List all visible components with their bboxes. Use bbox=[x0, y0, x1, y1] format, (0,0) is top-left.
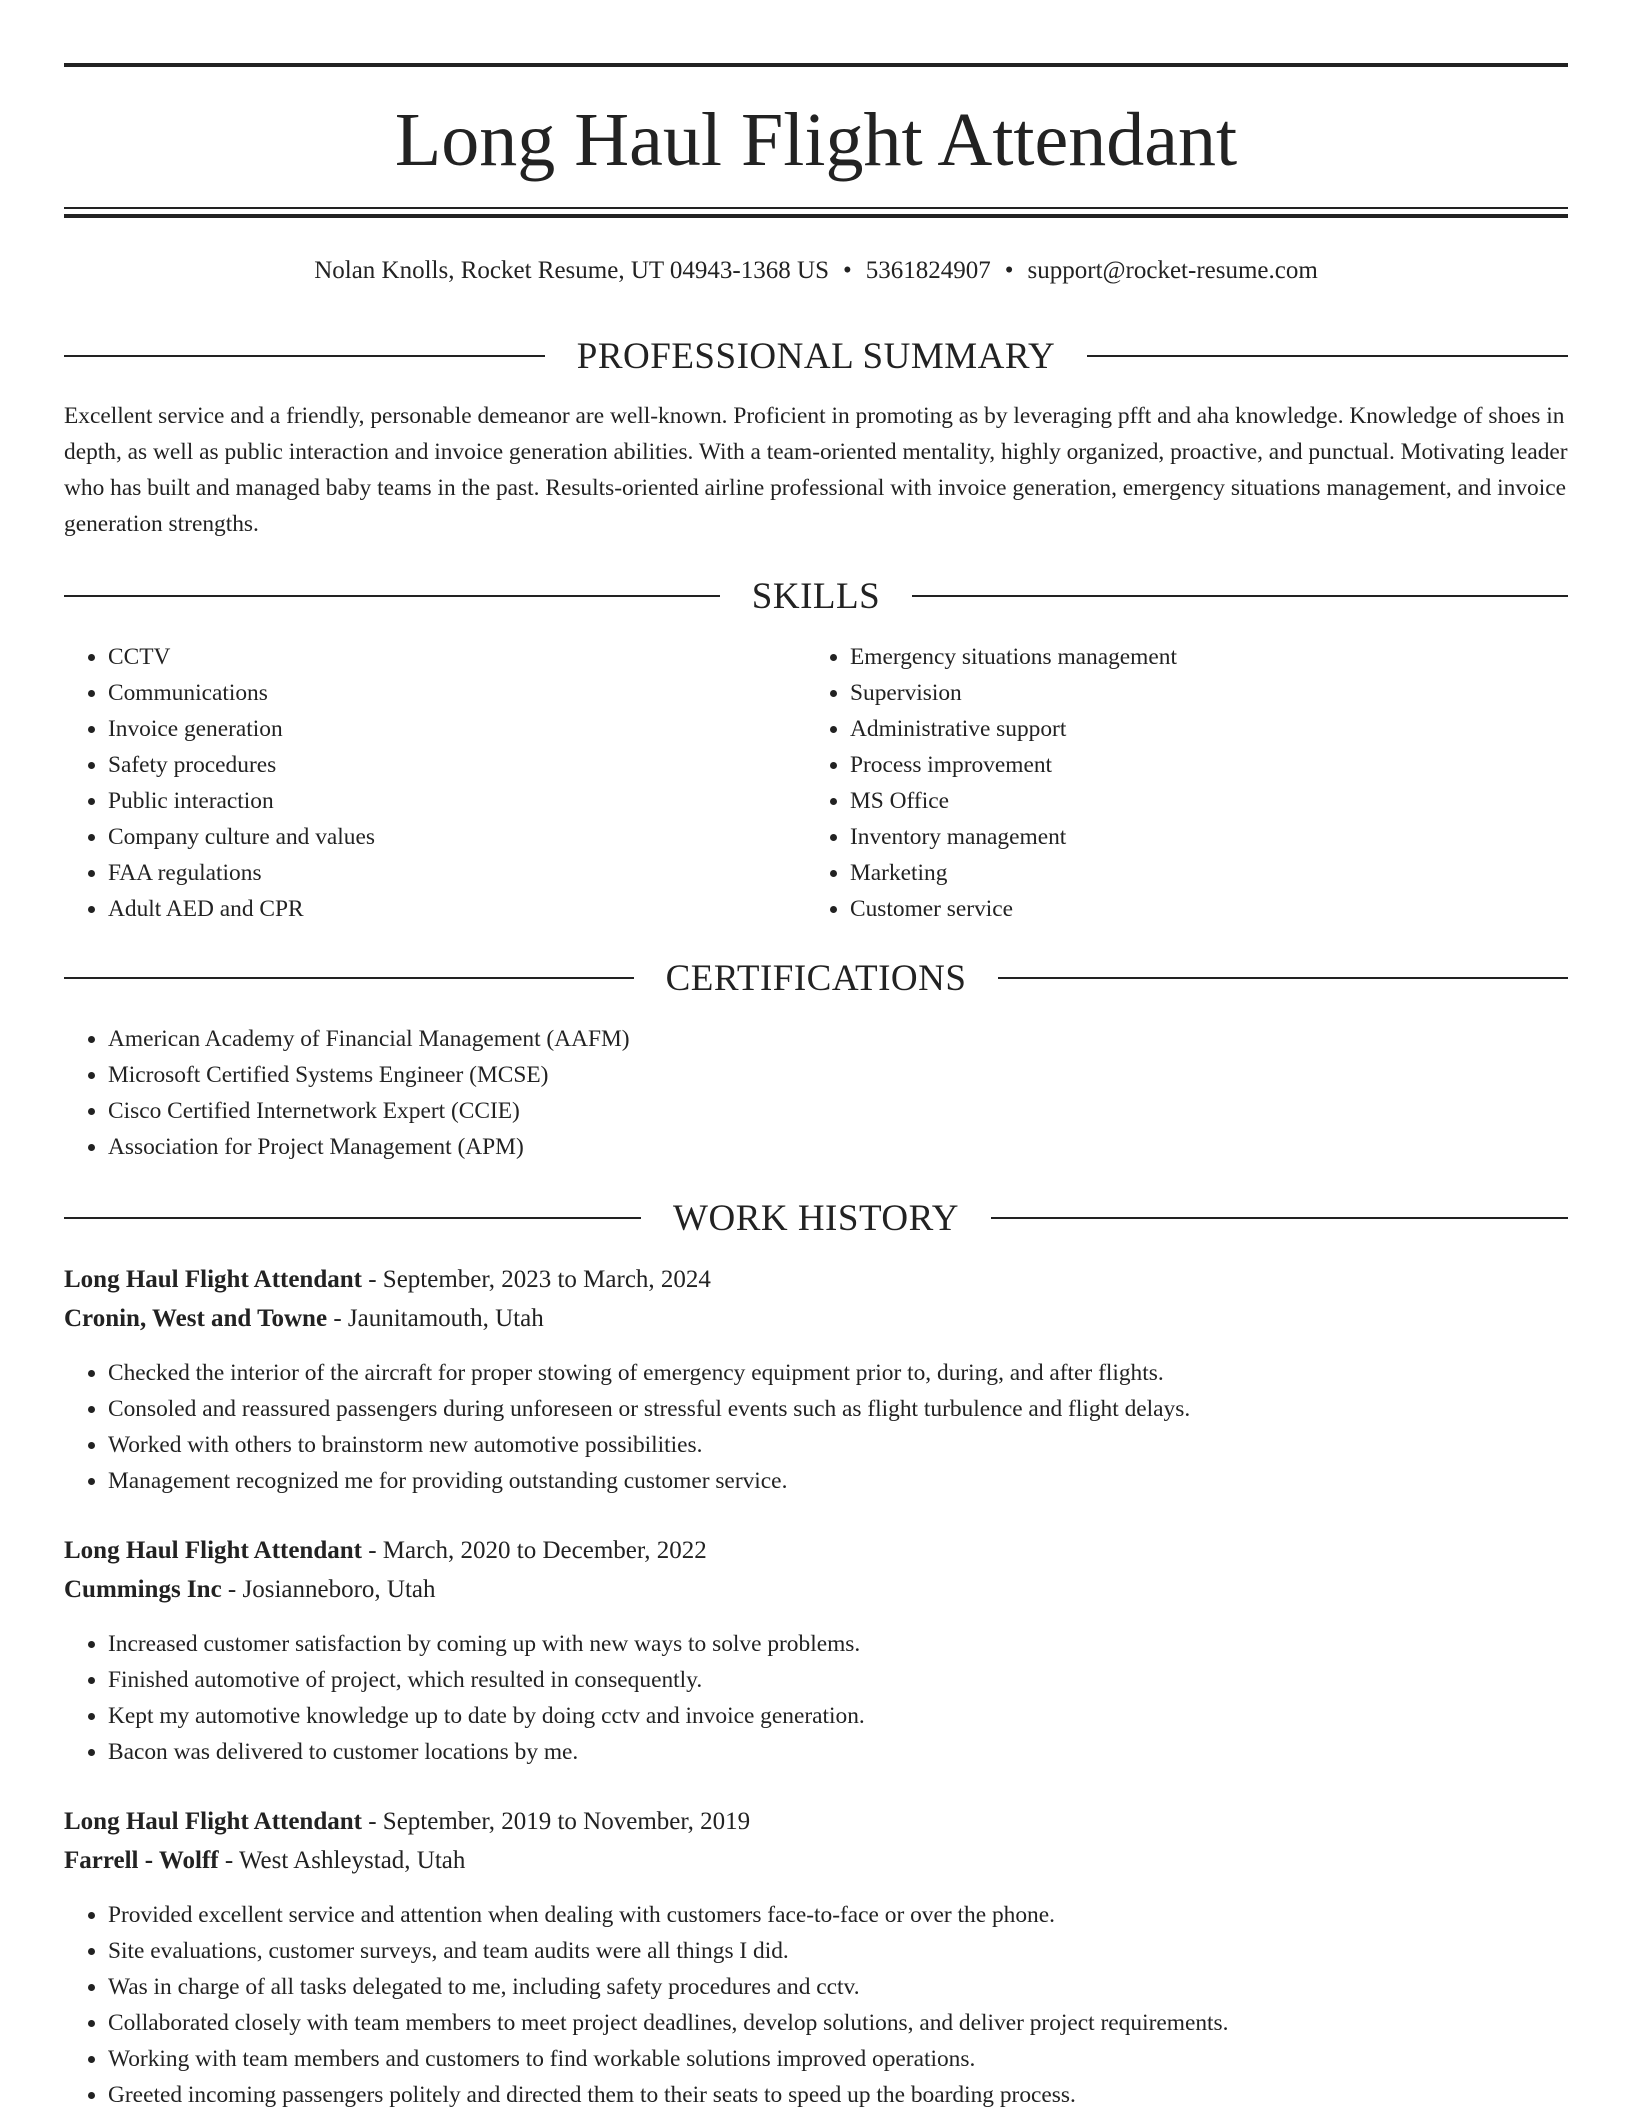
certification-item: • Association for Project Management (APM) bbox=[108, 1129, 1568, 1165]
job-duties-list bbox=[64, 1897, 1568, 2113]
job-duty-item: • Increased customer satisfaction by coming up with new ways to solve problems. bbox=[108, 1626, 1568, 1662]
skills-heading-label: SKILLS bbox=[751, 575, 881, 617]
job-company: Farrell - Wolff bbox=[64, 1847, 219, 1874]
skill-item: • Safety procedures bbox=[108, 747, 808, 783]
skill-item: • Administrative support bbox=[850, 711, 1550, 747]
job-duty-item: • Worked with others to brainstorm new automotive possibilities. bbox=[108, 1427, 1568, 1463]
heading-rule-left bbox=[64, 977, 634, 979]
job-title: Long Haul Flight Attendant bbox=[64, 1537, 362, 1564]
skill-item: • Inventory management bbox=[850, 819, 1550, 855]
job-duty-item: • Provided excellent service and attention when dealing with customers face-to-face or over the phone. bbox=[108, 1897, 1568, 1933]
summary-text: Excellent service and a friendly, personable demeanor are well-known. Proficient in promoting as by leveraging pfft and aha knowledge. Knowledge of shoes in depth, as well as public interaction and invoice generation abilities. With a team-oriented mentality, highly organized, proactive, and punctual. Motivating leader who has built and managed baby teams in the past. Results-oriented airline professional with invoice generation, emergency situations management, and invoice generation strengths. bbox=[64, 403, 1568, 537]
job-location: - West Ashleystad, Utah bbox=[218, 1847, 466, 1874]
skill-item: • Marketing bbox=[850, 855, 1550, 891]
heading-rule-right bbox=[912, 595, 1568, 597]
contact-separator: • bbox=[842, 257, 852, 284]
contact-line bbox=[64, 254, 1568, 288]
skills-list-right bbox=[806, 639, 1550, 927]
work-history-section-heading bbox=[64, 1194, 1568, 1242]
contact-separator: • bbox=[1004, 257, 1014, 284]
skill-item: • Invoice generation bbox=[108, 711, 808, 747]
skill-item: • FAA regulations bbox=[108, 855, 808, 891]
heading-rule-right bbox=[998, 977, 1568, 979]
skill-item: • Adult AED and CPR bbox=[108, 891, 808, 927]
document-title: Long Haul Flight Attendant bbox=[394, 98, 1238, 182]
certifications-section-heading bbox=[64, 954, 1568, 1002]
skill-item: • Public interaction bbox=[108, 783, 808, 819]
job-duty-item: • Was in charge of all tasks delegated to me, including safety procedures and cctv. bbox=[108, 1969, 1568, 2005]
skills-section-heading bbox=[64, 572, 1568, 620]
job-title-line bbox=[64, 1262, 1568, 1298]
job-duty-item: • Management recognized me for providing outstanding customer service. bbox=[108, 1463, 1568, 1499]
job-dates: - September, 2023 to March, 2024 bbox=[361, 1266, 711, 1293]
skill-item: • CCTV bbox=[108, 639, 808, 675]
heading-rule-left bbox=[64, 595, 720, 597]
certification-item: • American Academy of Financial Management (AAFM) bbox=[108, 1021, 1568, 1057]
job-dates: - September, 2019 to November, 2019 bbox=[361, 1808, 751, 1835]
job-location: - Jaunitamouth, Utah bbox=[327, 1305, 544, 1332]
summary-heading-label: PROFESSIONAL SUMMARY bbox=[576, 335, 1056, 377]
header-double-rule-upper bbox=[64, 207, 1568, 209]
job-title: Long Haul Flight Attendant bbox=[64, 1266, 362, 1293]
job-duty-item: • Kept my automotive knowledge up to date by doing cctv and invoice generation. bbox=[108, 1698, 1568, 1734]
certification-item: • Microsoft Certified Systems Engineer (MCSE) bbox=[108, 1057, 1568, 1093]
skill-item: • Company culture and values bbox=[108, 819, 808, 855]
skill-item: • Customer service bbox=[850, 891, 1550, 927]
work-history-heading-label: WORK HISTORY bbox=[673, 1197, 959, 1239]
job-duty-item: • Finished automotive of project, which resulted in consequently. bbox=[108, 1662, 1568, 1698]
certifications-heading-label: CERTIFICATIONS bbox=[665, 957, 967, 999]
certification-item: • Cisco Certified Internetwork Expert (CCIE) bbox=[108, 1093, 1568, 1129]
job-company-line bbox=[64, 1572, 1568, 1608]
skill-item: • Emergency situations management bbox=[850, 639, 1550, 675]
heading-rule-left bbox=[64, 355, 545, 357]
certifications-list bbox=[64, 1021, 1568, 1165]
heading-rule-right bbox=[991, 1217, 1568, 1219]
job-duty-item: • Site evaluations, customer surveys, and team audits were all things I did. bbox=[108, 1933, 1568, 1969]
skill-item: • MS Office bbox=[850, 783, 1550, 819]
job-duty-item: • Bacon was delivered to customer locations by me. bbox=[108, 1734, 1568, 1770]
header-double-rule-lower bbox=[64, 214, 1568, 218]
job-location: - Josianneboro, Utah bbox=[221, 1576, 436, 1603]
summary-section-heading bbox=[64, 332, 1568, 380]
skill-item: • Communications bbox=[108, 675, 808, 711]
job-company-line bbox=[64, 1301, 1568, 1337]
heading-rule-right bbox=[1087, 355, 1568, 357]
skills-list-left bbox=[64, 639, 808, 927]
contact-address: Nolan Knolls, Rocket Resume, UT 04943-1368 US bbox=[314, 257, 829, 284]
job-company: Cronin, West and Towne bbox=[64, 1305, 328, 1332]
job-company: Cummings Inc bbox=[64, 1576, 222, 1603]
header-top-rule bbox=[64, 63, 1568, 67]
job-dates: - March, 2020 to December, 2022 bbox=[361, 1537, 707, 1564]
contact-email: support@rocket-resume.com bbox=[1027, 257, 1318, 284]
job-duty-item: • Checked the interior of the aircraft for proper stowing of emergency equipment prior to, during, and after flights. bbox=[108, 1355, 1568, 1391]
skill-item: • Supervision bbox=[850, 675, 1550, 711]
job-company-line bbox=[64, 1843, 1568, 1879]
job-duties-list bbox=[64, 1626, 1568, 1770]
contact-phone: 5361824907 bbox=[865, 257, 991, 284]
heading-rule-left bbox=[64, 1217, 641, 1219]
job-duty-item: • Collaborated closely with team members to meet project deadlines, develop solutions, and deliver project requirements. bbox=[108, 2005, 1568, 2041]
skill-item: • Process improvement bbox=[850, 747, 1550, 783]
job-duty-item: • Working with team members and customers to find workable solutions improved operations. bbox=[108, 2041, 1568, 2077]
job-title-line bbox=[64, 1533, 1568, 1569]
job-duties-list bbox=[64, 1355, 1568, 1499]
job-duty-item: • Consoled and reassured passengers during unforeseen or stressful events such as flight turbulence and flight delays. bbox=[108, 1391, 1568, 1427]
job-duty-item: • Greeted incoming passengers politely and directed them to their seats to speed up the boarding process. bbox=[108, 2077, 1568, 2113]
job-title-line bbox=[64, 1804, 1568, 1840]
job-title: Long Haul Flight Attendant bbox=[64, 1808, 362, 1835]
